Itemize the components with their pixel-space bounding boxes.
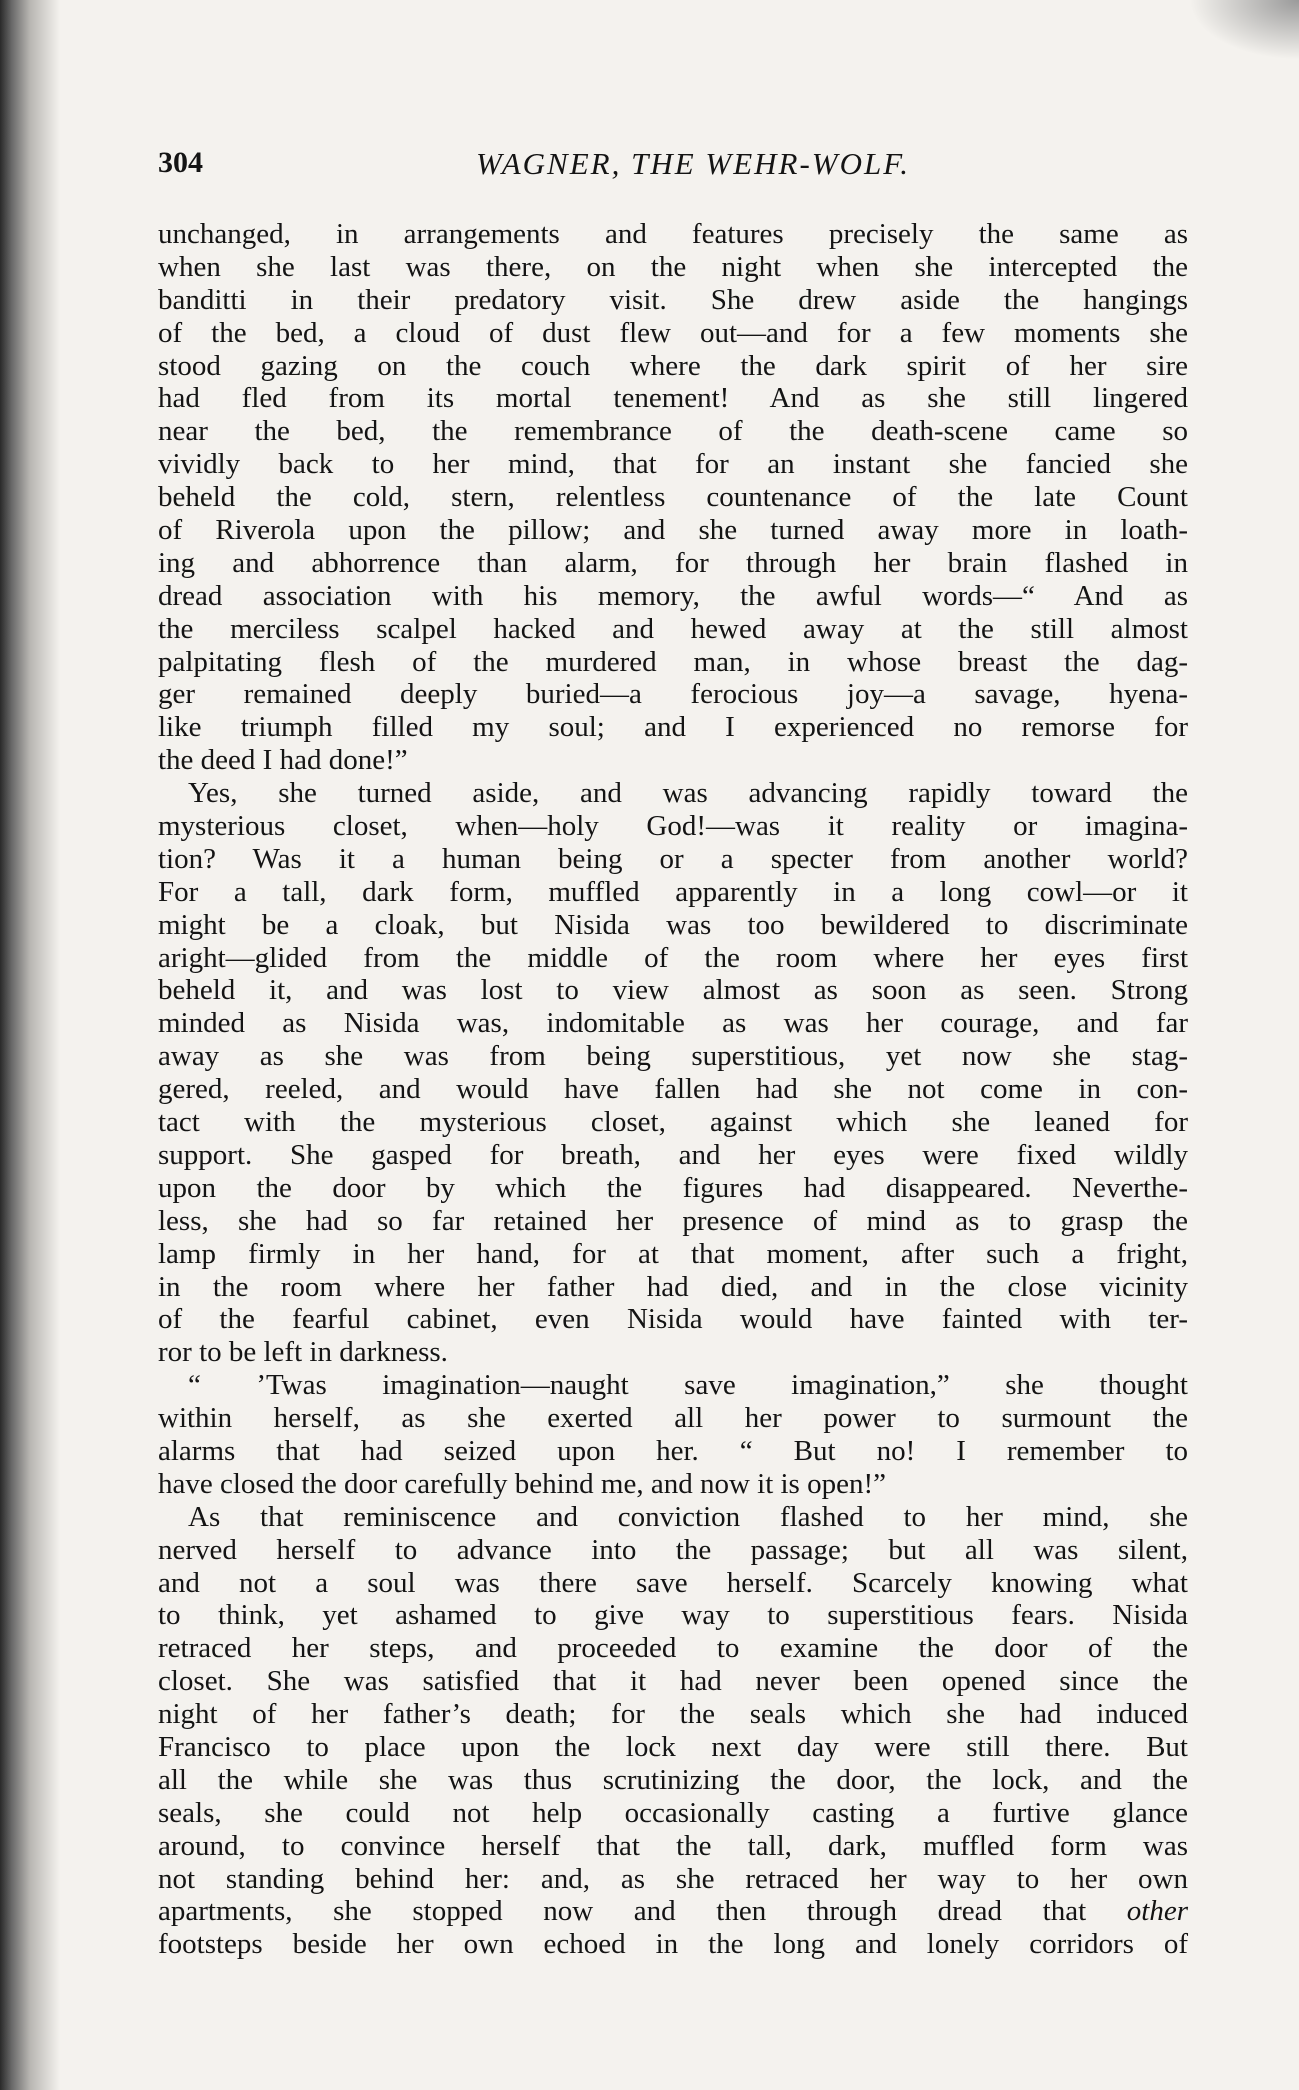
text-line (158, 1172, 1188, 1205)
text-line-content: like triumph filled my soul; and I experienced no remorse for (158, 711, 1188, 744)
text-line (158, 514, 1188, 547)
text-line (158, 744, 1188, 777)
text-line (158, 1040, 1188, 1073)
text-line-content: upon the door by which the figures had disappeared. Neverthe- (158, 1171, 1188, 1204)
text-line (158, 251, 1188, 284)
text-line-content: beheld it, and was lost to view almost as soon as seen. Strong (158, 974, 1188, 1007)
text-line-content: vividly back to her mind, that for an instant she fancied she (158, 448, 1188, 481)
text-line (158, 974, 1188, 1007)
text-line-content: beheld the cold, stern, relentless countenance of the late Count (158, 481, 1188, 514)
text-line-content: away as she was from being superstitious, yet now she stag- (158, 1040, 1188, 1073)
text-line-content: ger remained deeply buried—a ferocious joy—a savage, hyena- (158, 678, 1188, 711)
text-line (158, 382, 1188, 415)
text-line-content: dread association with his memory, the awful words—“ And as (158, 579, 1188, 612)
text-line (158, 613, 1188, 646)
text-line-content: might be a cloak, but Nisida was too bewildered to discriminate (158, 908, 1188, 941)
text-line (158, 1402, 1188, 1435)
text-line-content: night of her father’s death; for the seals which she had induced (158, 1698, 1188, 1731)
text-line (158, 810, 1188, 843)
text-line-content: retraced her steps, and proceeded to examine the door of the (158, 1632, 1188, 1665)
text-line-content: aright—glided from the middle of the room where her eyes first (158, 941, 1188, 974)
text-line (158, 1764, 1188, 1797)
text-line (158, 350, 1188, 383)
text-line-content: nerved herself to advance into the passage; but all was silent, (158, 1533, 1188, 1566)
text-line-content: of the bed, a cloud of dust flew out—and for a few moments she (158, 316, 1188, 349)
text-line (158, 284, 1188, 317)
text-line (158, 1895, 1188, 1928)
text-line-content: of Riverola upon the pillow; and she turned away more in loath- (158, 514, 1188, 547)
text-line-content: of the fearful cabinet, even Nisida would have fainted with ter- (158, 1303, 1188, 1336)
text-line (158, 1336, 1188, 1369)
text-line (158, 1731, 1188, 1764)
text-line (158, 1106, 1188, 1139)
text-line-content: gered, reeled, and would have fallen had she not come in con- (158, 1073, 1188, 1106)
text-line-content: “ ’Twas imagination—naught save imagination,” she thought (188, 1369, 1188, 1402)
text-line (158, 317, 1188, 350)
text-line (158, 580, 1188, 613)
text-line-content: lamp firmly in her hand, for at that moment, after such a fright, (158, 1237, 1188, 1270)
scan-corner-noise (1189, 0, 1299, 60)
running-title: WAGNER, THE WEHR-WOLF. (476, 146, 910, 181)
text-line-content: and not a soul was there save herself. Scarcely knowing what (158, 1566, 1188, 1599)
text-line (158, 1599, 1188, 1632)
text-line (158, 843, 1188, 876)
text-line (158, 1468, 1188, 1501)
text-line-content: when she last was there, on the night when she intercepted the (158, 250, 1188, 283)
text-line (158, 218, 1188, 251)
text-line (158, 448, 1188, 481)
text-line-content: tion? Was it a human being or a specter from another world? (158, 842, 1188, 875)
text-line (158, 1567, 1188, 1600)
text-line-content: For a tall, dark form, muffled apparently in a long cowl—or it (158, 875, 1188, 908)
text-line (158, 646, 1188, 679)
text-line-content: ror to be left in darkness. (158, 1336, 448, 1369)
text-line-content: banditti in their predatory visit. She drew aside the hangings (158, 283, 1188, 316)
text-line (158, 1928, 1188, 1961)
text-line (158, 1271, 1188, 1304)
text-line-content: Francisco to place upon the lock next day were still there. But (158, 1730, 1188, 1763)
text-line-content: As that reminiscence and conviction flashed to her mind, she (188, 1500, 1188, 1533)
text-line (158, 415, 1188, 448)
body-text (158, 218, 1188, 1961)
text-line (158, 1238, 1188, 1271)
text-line (158, 1205, 1188, 1238)
text-line-content: palpitating flesh of the murdered man, in whose breast the dag- (158, 645, 1188, 678)
text-line (158, 1665, 1188, 1698)
text-line (158, 1303, 1188, 1336)
text-line (158, 1797, 1188, 1830)
text-line (158, 1369, 1188, 1402)
text-line (158, 777, 1188, 810)
page-header (158, 146, 1188, 186)
text-line-content: around, to convince herself that the tall, dark, muffled form was (158, 1829, 1188, 1862)
text-line (158, 1698, 1188, 1731)
text-line-content: the merciless scalpel hacked and hewed away at the still almost (158, 612, 1188, 645)
text-line-content: all the while she was thus scrutinizing the door, the lock, and the (158, 1763, 1188, 1796)
text-line-content: closet. She was satisfied that it had never been opened since the (158, 1665, 1188, 1698)
text-line-content: to think, yet ashamed to give way to superstitious fears. Nisida (158, 1599, 1188, 1632)
text-line (158, 1435, 1188, 1468)
text-line-content: minded as Nisida was, indomitable as was her courage, and far (158, 1007, 1188, 1040)
text-line (158, 547, 1188, 580)
text-line-content: ing and abhorrence than alarm, for through her brain flashed in (158, 546, 1188, 579)
text-line (158, 678, 1188, 711)
text-line-content: alarms that had seized upon her. “ But no! I remember to (158, 1434, 1188, 1467)
text-line (158, 1632, 1188, 1665)
text-line-content: less, she had so far retained her presence of mind as to grasp the (158, 1204, 1188, 1237)
text-line (158, 481, 1188, 514)
text-line (158, 942, 1188, 975)
page-number: 304 (158, 146, 203, 179)
text-line-content: tact with the mysterious closet, against which she leaned for (158, 1106, 1188, 1139)
text-line-content: the deed I had done!” (158, 744, 408, 777)
italic-word: other (1126, 1895, 1188, 1928)
text-line-content: unchanged, in arrangements and features precisely the same as (158, 218, 1188, 250)
text-line-content: Yes, she turned aside, and was advancing rapidly toward the (188, 777, 1188, 810)
scan-page-edge (0, 0, 60, 2090)
text-line (158, 1073, 1188, 1106)
text-line-content: had fled from its mortal tenement! And as she still lingered (158, 382, 1188, 415)
text-line-content: near the bed, the remembrance of the death-scene came so (158, 415, 1188, 448)
text-line (158, 1007, 1188, 1040)
text-line-content: not standing behind her: and, as she retraced her way to her own (158, 1862, 1188, 1895)
text-line (158, 909, 1188, 942)
text-line-content: within herself, as she exerted all her power to surmount the (158, 1402, 1188, 1435)
text-line-content: apartments, she stopped now and then through dread that (158, 1895, 1127, 1928)
text-line-content: mysterious closet, when—holy God!—was it reality or imagina- (158, 810, 1188, 843)
text-line (158, 711, 1188, 744)
text-line (158, 1534, 1188, 1567)
text-line-content: support. She gasped for breath, and her eyes were fixed wildly (158, 1138, 1188, 1171)
text-line-content: in the room where her father had died, and in the close vicinity (158, 1270, 1188, 1303)
text-line-content: footsteps beside her own echoed in the long and lonely corridors of (158, 1928, 1188, 1961)
text-line (158, 1139, 1188, 1172)
text-line (158, 876, 1188, 909)
text-line-content: have closed the door carefully behind me, and now it is open!” (158, 1467, 886, 1500)
text-line (158, 1863, 1188, 1896)
text-line-content: stood gazing on the couch where the dark spirit of her sire (158, 349, 1188, 382)
text-line (158, 1501, 1188, 1534)
text-line-content: seals, she could not help occasionally casting a furtive glance (158, 1796, 1188, 1829)
text-line (158, 1830, 1188, 1863)
